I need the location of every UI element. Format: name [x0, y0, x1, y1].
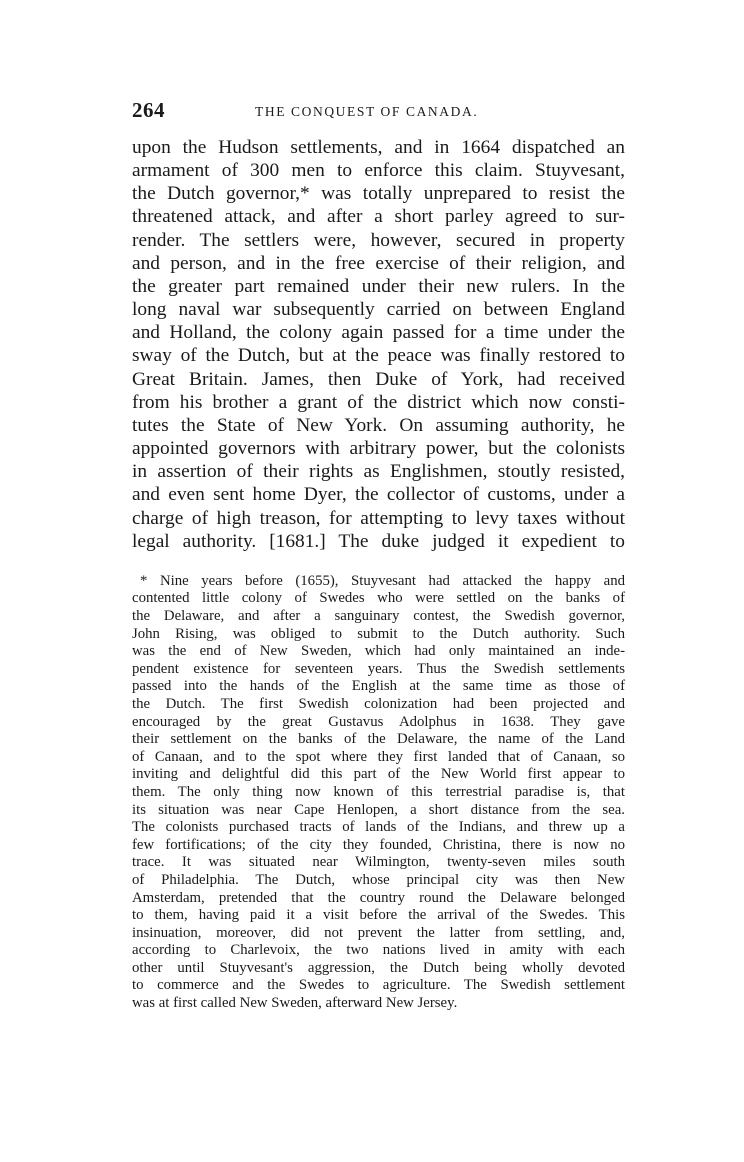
footnote-line: them. The only thing now known of this terrestrial paradise is, that [132, 783, 625, 800]
footnote-line: to them, having paid it a visit before the arrival of the Swedes. This [132, 907, 625, 924]
page-number: 264 [132, 98, 165, 122]
body-line: the Dutch governor,* was totally unprepared to resist the [132, 183, 625, 205]
footnote-line: their settlement on the banks of the Delaware, the name of the Land [132, 731, 625, 748]
footnote-line: few fortifications; of the city they founded, Christina, there is now no [132, 836, 625, 853]
footnote-line: of Philadelphia. The Dutch, whose principal city was then New [132, 871, 625, 888]
page-header [132, 98, 625, 124]
body-line: from his brother a grant of the district which now consti- [132, 391, 625, 413]
footnote-line: The colonists purchased tracts of lands of the Indians, and threw up a [132, 819, 625, 836]
body-line: the greater part remained under their new rulers. In the [132, 275, 625, 297]
footnote-line: Amsterdam, pretended that the country round the Delaware belonged [132, 889, 625, 906]
body-line: tutes the State of New York. On assuming authority, he [132, 414, 625, 436]
footnote-line: John Rising, was obliged to submit to the Dutch authority. Such [132, 625, 625, 642]
book-page [132, 98, 625, 1013]
body-line: in assertion of their rights as Englishmen, stoutly resisted, [132, 461, 625, 483]
footnote-line: other until Stuyvesant's aggression, the Dutch being wholly devoted [132, 959, 625, 976]
footnote-line: inviting and delightful did this part of the New World first appear to [132, 766, 625, 783]
body-line: appointed governors with arbitrary power, but the colonists [132, 438, 625, 460]
body-line: and even sent home Dyer, the collector of customs, under a [132, 484, 625, 506]
body-line: armament of 300 men to enforce this claim. Stuyvesant, [132, 160, 625, 182]
footnote-line: was the end of New Sweden, which had only maintained an inde- [132, 643, 625, 660]
body-line: sway of the Dutch, but at the peace was finally restored to [132, 345, 625, 367]
footnote-line: of Canaan, and to the spot where they first landed that of Canaan, so [132, 748, 625, 765]
footnote [132, 573, 625, 1013]
body-line: upon the Hudson settlements, and in 1664 dispatched an [132, 137, 625, 158]
footnote-line: encouraged by the great Gustavus Adolphus in 1638. They gave [132, 713, 625, 730]
body-line: legal authority. [1681.] The duke judged it expedient to [132, 530, 625, 552]
footnote-line: to commerce and the Swedes to agriculture. The Swedish settlement [132, 977, 625, 994]
body-line: long naval war subsequently carried on between England [132, 299, 625, 321]
body-line: charge of high treason, for attempting to levy taxes without [132, 507, 625, 529]
footnote-line: passed into the hands of the English at the same time as those of [132, 678, 625, 695]
running-head: THE CONQUEST OF CANADA. [255, 104, 479, 119]
footnote-line: * Nine years before (1655), Stuyvesant had attacked the happy and [140, 572, 625, 589]
body-line: threatened attack, and after a short parley agreed to sur- [132, 206, 625, 228]
body-line: Great Britain. James, then Duke of York, had received [132, 368, 625, 390]
footnote-line: according to Charlevoix, the two nations lived in amity with each [132, 942, 625, 959]
body-paragraph [132, 136, 625, 553]
footnote-line: its situation was near Cape Henlopen, a short distance from the sea. [132, 801, 625, 818]
main-text [132, 136, 625, 553]
footnote-line: the Dutch. The first Swedish colonization had been projected and [132, 695, 625, 712]
body-line: render. The settlers were, however, secured in property [132, 229, 625, 251]
body-line: and Holland, the colony again passed for a time under the [132, 322, 625, 344]
body-line: and person, and in the free exercise of their religion, and [132, 252, 625, 274]
footnote-line: was at first called New Sweden, afterward New Jersey. [132, 995, 458, 1012]
footnote-line: insinuation, moreover, did not prevent the latter from settling, and, [132, 924, 625, 941]
footnote-line: pendent existence for seventeen years. Thus the Swedish settlements [132, 660, 625, 677]
footnote-line: trace. It was situated near Wilmington, twenty-seven miles south [132, 854, 625, 871]
footnote-line: the Delaware, and after a sanguinary contest, the Swedish governor, [132, 608, 625, 624]
footnote-line: contented little colony of Swedes who were settled on the banks of [132, 590, 625, 607]
